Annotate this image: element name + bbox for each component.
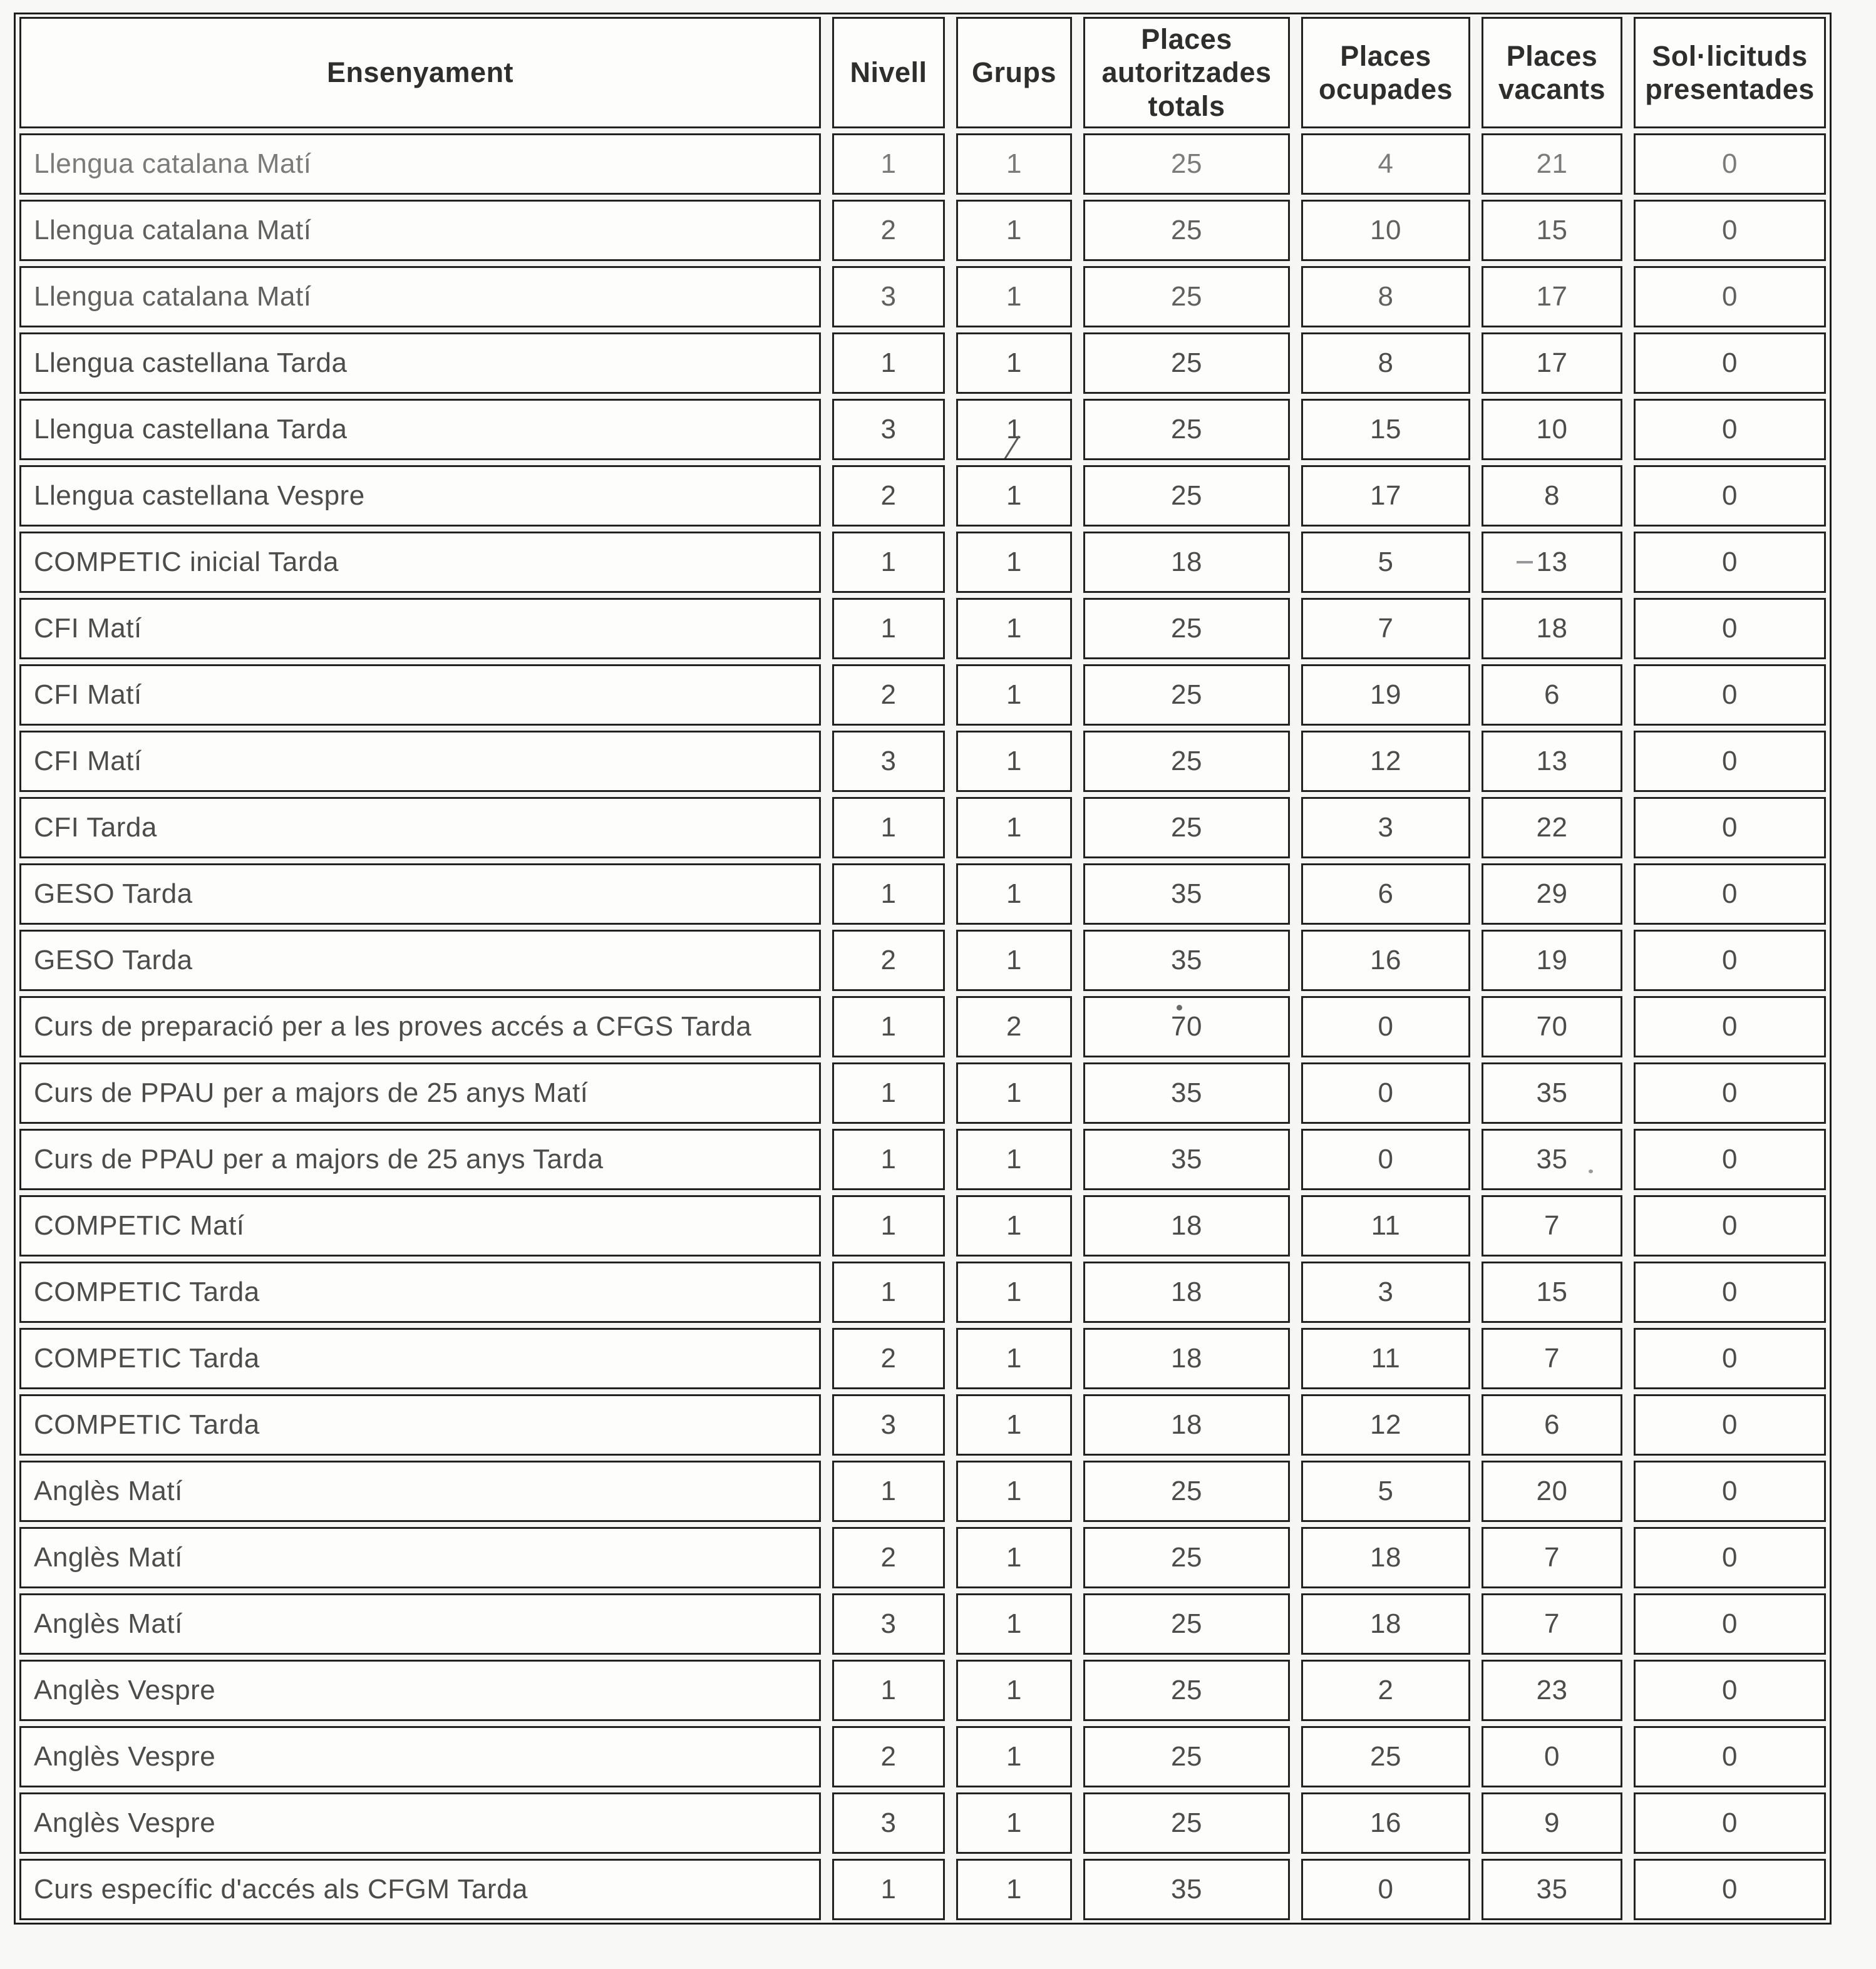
cell-ensenyament: CFI Matí [19,664,821,726]
cell-places-vacants: 13 [1482,532,1622,593]
cell-places-ocupades: 3 [1301,797,1470,858]
cell-sollicituds-presentades: 0 [1634,133,1826,195]
cell-places-ocupades: 0 [1301,996,1470,1057]
cell-sollicituds-presentades: 0 [1634,1859,1826,1920]
cell-places-vacants: 22 [1482,797,1622,858]
cell-ensenyament: Llengua catalana Matí [19,266,821,327]
table-row [19,731,1826,792]
cell-ensenyament: Anglès Matí [19,1527,821,1588]
cell-places-ocupades: 0 [1301,1129,1470,1190]
table-body [19,133,1826,1920]
cell-places-vacants: 20 [1482,1461,1622,1522]
cell-nivell: 2 [832,465,945,527]
cell-grups: 1 [956,1328,1072,1389]
col-header-sollicituds-presentades: Sol·licituds presentades [1634,17,1826,128]
cell-nivell: 1 [832,598,945,659]
cell-nivell: 1 [832,1859,945,1920]
cell-grups: 1 [956,1660,1072,1721]
cell-places-autoritzades: 25 [1083,1461,1290,1522]
cell-nivell: 2 [832,930,945,991]
cell-places-ocupades: 5 [1301,1461,1470,1522]
table-row [19,1660,1826,1721]
cell-ensenyament: Llengua catalana Matí [19,133,821,195]
cell-ensenyament: COMPETIC Tarda [19,1394,821,1456]
cell-places-vacants: 35 [1482,1859,1622,1920]
table-row [19,465,1826,527]
cell-sollicituds-presentades: 0 [1634,863,1826,925]
cell-grups: 1 [956,465,1072,527]
cell-grups: 1 [956,200,1072,261]
cell-sollicituds-presentades: 0 [1634,1593,1826,1655]
cell-places-ocupades: 25 [1301,1726,1470,1787]
cell-nivell: 1 [832,797,945,858]
cell-nivell: 1 [832,863,945,925]
cell-sollicituds-presentades: 0 [1634,1527,1826,1588]
cell-grups: 1 [956,332,1072,394]
table-row [19,1726,1826,1787]
cell-sollicituds-presentades: 0 [1634,1328,1826,1389]
table-row [19,1859,1826,1920]
table-row [19,598,1826,659]
col-header-places-autoritzades: Places autoritzades totals [1083,17,1290,128]
cell-places-autoritzades: 18 [1083,532,1290,593]
cell-nivell: 1 [832,532,945,593]
table-row [19,1394,1826,1456]
cell-nivell: 3 [832,1394,945,1456]
table-row [19,200,1826,261]
cell-sollicituds-presentades: 0 [1634,797,1826,858]
cell-places-ocupades: 7 [1301,598,1470,659]
cell-grups: 1 [956,1461,1072,1522]
table-row [19,399,1826,460]
cell-nivell: 3 [832,266,945,327]
cell-ensenyament: GESO Tarda [19,930,821,991]
cell-places-vacants: 29 [1482,863,1622,925]
cell-places-autoritzades: 25 [1083,598,1290,659]
cell-nivell: 1 [832,1195,945,1257]
cell-places-vacants: 15 [1482,200,1622,261]
cell-ensenyament: COMPETIC Matí [19,1195,821,1257]
cell-sollicituds-presentades: 0 [1634,1726,1826,1787]
table-row [19,266,1826,327]
cell-grups: 1 [956,1593,1072,1655]
cell-sollicituds-presentades: 0 [1634,1792,1826,1854]
cell-places-ocupades: 19 [1301,664,1470,726]
cell-ensenyament: Anglès Vespre [19,1660,821,1721]
cell-places-autoritzades: 35 [1083,1859,1290,1920]
cell-places-ocupades: 11 [1301,1195,1470,1257]
cell-sollicituds-presentades: 0 [1634,664,1826,726]
cell-grups: 1 [956,664,1072,726]
cell-ensenyament: CFI Matí [19,598,821,659]
cell-places-autoritzades: 35 [1083,1129,1290,1190]
cell-ensenyament: Anglès Vespre [19,1792,821,1854]
cell-ensenyament: Llengua castellana Tarda [19,399,821,460]
cell-places-vacants: 9 [1482,1792,1622,1854]
cell-nivell: 3 [832,399,945,460]
cell-places-vacants: 7 [1482,1527,1622,1588]
table-row [19,1195,1826,1257]
cell-grups: 1 [956,1262,1072,1323]
cell-ensenyament: Llengua castellana Tarda [19,332,821,394]
cell-places-ocupades: 12 [1301,731,1470,792]
cell-grups: 2 [956,996,1072,1057]
cell-grups: 1 [956,1195,1072,1257]
table-row [19,1328,1826,1389]
cell-places-vacants: 0 [1482,1726,1622,1787]
cell-places-ocupades: 18 [1301,1593,1470,1655]
cell-nivell: 1 [832,1062,945,1124]
cell-places-ocupades: 8 [1301,332,1470,394]
cell-nivell: 1 [832,996,945,1057]
cell-ensenyament: Curs específic d'accés als CFGM Tarda [19,1859,821,1920]
cell-places-vacants: 6 [1482,664,1622,726]
cell-ensenyament: COMPETIC Tarda [19,1262,821,1323]
cell-places-ocupades: 17 [1301,465,1470,527]
cell-places-autoritzades: 18 [1083,1328,1290,1389]
cell-places-ocupades: 15 [1301,399,1470,460]
cell-sollicituds-presentades: 0 [1634,996,1826,1057]
table-row [19,1593,1826,1655]
cell-places-autoritzades: 25 [1083,399,1290,460]
table-row [19,1461,1826,1522]
table-row [19,930,1826,991]
cell-places-autoritzades: 25 [1083,664,1290,726]
cell-places-autoritzades: 25 [1083,1726,1290,1787]
table-row [19,664,1826,726]
cell-places-vacants: 7 [1482,1593,1622,1655]
cell-places-vacants: 7 [1482,1195,1622,1257]
cell-grups: 1 [956,1726,1072,1787]
cell-ensenyament: CFI Matí [19,731,821,792]
cell-nivell: 1 [832,1262,945,1323]
cell-grups: 1 [956,598,1072,659]
cell-sollicituds-presentades: 0 [1634,465,1826,527]
cell-places-vacants: 35 [1482,1062,1622,1124]
col-header-ensenyament: Ensenyament [19,17,821,128]
enrollment-table [14,13,1832,1925]
cell-places-ocupades: 12 [1301,1394,1470,1456]
cell-places-ocupades: 4 [1301,133,1470,195]
cell-sollicituds-presentades: 0 [1634,1262,1826,1323]
cell-places-vacants: 15 [1482,1262,1622,1323]
cell-ensenyament: COMPETIC Tarda [19,1328,821,1389]
cell-ensenyament: Curs de PPAU per a majors de 25 anys Matí [19,1062,821,1124]
cell-sollicituds-presentades: 0 [1634,200,1826,261]
cell-places-ocupades: 6 [1301,863,1470,925]
cell-nivell: 3 [832,1792,945,1854]
cell-sollicituds-presentades: 0 [1634,332,1826,394]
cell-nivell: 2 [832,1527,945,1588]
cell-grups: 1 [956,930,1072,991]
cell-places-ocupades: 18 [1301,1527,1470,1588]
cell-sollicituds-presentades: 0 [1634,731,1826,792]
cell-places-vacants: 19 [1482,930,1622,991]
cell-places-autoritzades: 25 [1083,465,1290,527]
cell-nivell: 1 [832,332,945,394]
cell-nivell: 2 [832,1328,945,1389]
cell-places-ocupades: 0 [1301,1859,1470,1920]
cell-places-ocupades: 2 [1301,1660,1470,1721]
cell-places-vacants: 21 [1482,133,1622,195]
table-row [19,863,1826,925]
cell-grups: 1 [956,1792,1072,1854]
cell-grups: 1 [956,1129,1072,1190]
cell-places-vacants: 7 [1482,1328,1622,1389]
cell-places-vacants: 18 [1482,598,1622,659]
cell-places-ocupades: 5 [1301,532,1470,593]
cell-places-autoritzades: 25 [1083,731,1290,792]
cell-places-vacants: 13 [1482,731,1622,792]
cell-places-autoritzades: 35 [1083,1062,1290,1124]
cell-grups: 1 [956,266,1072,327]
cell-sollicituds-presentades: 0 [1634,266,1826,327]
cell-places-ocupades: 16 [1301,930,1470,991]
cell-sollicituds-presentades: 0 [1634,1195,1826,1257]
cell-ensenyament: Curs de PPAU per a majors de 25 anys Tarda [19,1129,821,1190]
col-header-nivell: Nivell [832,17,945,128]
cell-sollicituds-presentades: 0 [1634,1129,1826,1190]
col-header-places-vacants: Places vacants [1482,17,1622,128]
cell-places-vacants: 70 [1482,996,1622,1057]
cell-places-autoritzades: 25 [1083,1792,1290,1854]
cell-ensenyament: CFI Tarda [19,797,821,858]
cell-sollicituds-presentades: 0 [1634,399,1826,460]
col-header-places-ocupades: Places ocupades [1301,17,1470,128]
cell-places-autoritzades: 25 [1083,133,1290,195]
cell-nivell: 1 [832,1461,945,1522]
cell-grups: 1 [956,1062,1072,1124]
cell-nivell: 1 [832,133,945,195]
table-row [19,532,1826,593]
cell-places-autoritzades: 70 [1083,996,1290,1057]
cell-sollicituds-presentades: 0 [1634,930,1826,991]
cell-places-ocupades: 8 [1301,266,1470,327]
cell-places-autoritzades: 35 [1083,930,1290,991]
cell-nivell: 3 [832,1593,945,1655]
table-row [19,133,1826,195]
cell-places-vacants: 17 [1482,332,1622,394]
cell-nivell: 1 [832,1129,945,1190]
cell-ensenyament: Anglès Matí [19,1593,821,1655]
cell-grups: 1 [956,399,1072,460]
cell-nivell: 3 [832,731,945,792]
header-row [19,17,1826,128]
cell-grups: 1 [956,1394,1072,1456]
col-header-grups: Grups [956,17,1072,128]
cell-nivell: 2 [832,664,945,726]
cell-sollicituds-presentades: 0 [1634,1062,1826,1124]
cell-places-autoritzades: 25 [1083,1660,1290,1721]
cell-grups: 1 [956,797,1072,858]
cell-places-ocupades: 0 [1301,1062,1470,1124]
cell-grups: 1 [956,532,1072,593]
cell-nivell: 2 [832,200,945,261]
cell-ensenyament: Llengua castellana Vespre [19,465,821,527]
cell-sollicituds-presentades: 0 [1634,532,1826,593]
table-row [19,1129,1826,1190]
cell-grups: 1 [956,133,1072,195]
cell-grups: 1 [956,863,1072,925]
cell-places-ocupades: 11 [1301,1328,1470,1389]
cell-places-ocupades: 16 [1301,1792,1470,1854]
table-row [19,797,1826,858]
cell-sollicituds-presentades: 0 [1634,1461,1826,1522]
enrollment-table-frame [14,13,1832,1925]
cell-places-autoritzades: 25 [1083,1593,1290,1655]
cell-places-autoritzades: 35 [1083,863,1290,925]
cell-places-vacants: 35 [1482,1129,1622,1190]
table-row [19,1792,1826,1854]
cell-places-autoritzades: 25 [1083,266,1290,327]
cell-ensenyament: Anglès Matí [19,1461,821,1522]
cell-ensenyament: Llengua catalana Matí [19,200,821,261]
cell-ensenyament: Curs de preparació per a les proves accés a CFGS Tarda [19,996,821,1057]
cell-places-autoritzades: 18 [1083,1195,1290,1257]
cell-sollicituds-presentades: 0 [1634,1660,1826,1721]
cell-grups: 1 [956,1859,1072,1920]
cell-places-vacants: 6 [1482,1394,1622,1456]
cell-grups: 1 [956,731,1072,792]
cell-places-autoritzades: 25 [1083,797,1290,858]
cell-places-autoritzades: 25 [1083,200,1290,261]
cell-places-autoritzades: 25 [1083,332,1290,394]
cell-places-vacants: 8 [1482,465,1622,527]
table-row [19,1527,1826,1588]
cell-places-ocupades: 10 [1301,200,1470,261]
table-row [19,332,1826,394]
cell-places-autoritzades: 18 [1083,1394,1290,1456]
cell-places-autoritzades: 18 [1083,1262,1290,1323]
cell-ensenyament: Anglès Vespre [19,1726,821,1787]
cell-places-ocupades: 3 [1301,1262,1470,1323]
cell-nivell: 1 [832,1660,945,1721]
cell-ensenyament: COMPETIC inicial Tarda [19,532,821,593]
cell-sollicituds-presentades: 0 [1634,598,1826,659]
cell-places-vacants: 17 [1482,266,1622,327]
cell-places-autoritzades: 25 [1083,1527,1290,1588]
table-row [19,996,1826,1057]
cell-nivell: 2 [832,1726,945,1787]
cell-sollicituds-presentades: 0 [1634,1394,1826,1456]
table-row [19,1062,1826,1124]
table-row [19,1262,1826,1323]
cell-ensenyament: GESO Tarda [19,863,821,925]
cell-places-vacants: 23 [1482,1660,1622,1721]
cell-grups: 1 [956,1527,1072,1588]
cell-places-vacants: 10 [1482,399,1622,460]
